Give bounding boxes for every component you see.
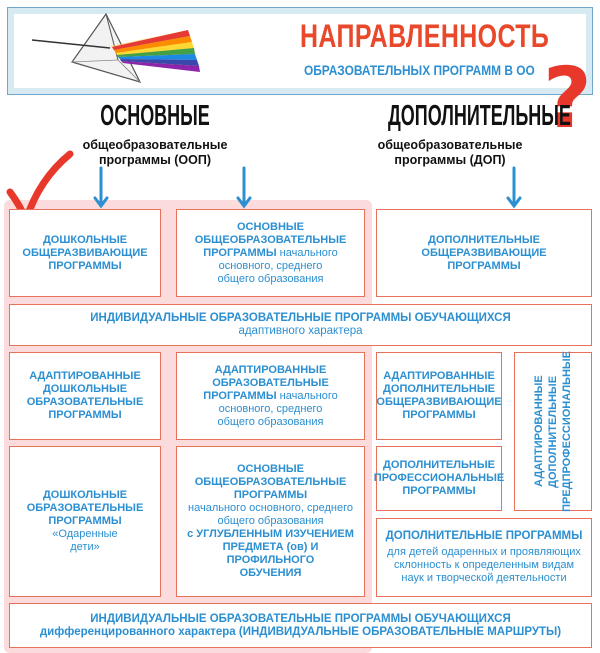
box-additional-professional: ДОПОЛНИТЕЛЬНЫЕ ПРОФЕССИОНАЛЬНЫЕ ПРОГРАММЫ [376, 446, 502, 511]
box-basic-general: ОСНОВНЫЕ ОБЩЕОБРАЗОВАТЕЛЬНЫЕ ПРОГРАММЫ начального основного, среднего общего образования [176, 209, 365, 297]
heading-additional-sub1: общеобразовательные [377, 138, 523, 152]
question-mark-icon: ? [543, 49, 592, 147]
box-individual-diff: ИНДИВИДУАЛЬНЫЕ ОБРАЗОВАТЕЛЬНЫЕ ПРОГРАММЫ ОБУЧАЮЩИХСЯ дифференцированного характера (ИНДИВИДУАЛЬНЫЕ ОБРАЗОВАТЕЛЬНЫЕ МАРШРУТЫ) [9, 603, 592, 648]
box-preschool-gifted: ДОШКОЛЬНЫЕ ОБРАЗОВАТЕЛЬНЫЕ ПРОГРАММЫ «Одаренные дети» [9, 446, 161, 597]
box-adapted-general: АДАПТИРОВАННЫЕ ОБРАЗОВАТЕЛЬНЫЕ ПРОГРАММЫ начального основного, среднего общего образования [176, 352, 365, 440]
heading-additional: ДОПОЛНИТЕЛЬНЫЕ [388, 100, 571, 132]
heading-additional-sub2: программы (ДОП) [394, 153, 506, 167]
page-title: НАПРАВЛЕННОСТЬ [300, 18, 550, 54]
heading-basic: ОСНОВНЫЕ [100, 100, 210, 132]
box-individual-adaptive: ИНДИВИДУАЛЬНЫЕ ОБРАЗОВАТЕЛЬНЫЕ ПРОГРАММЫ ОБУЧАЮЩИХСЯ адаптивного характера [9, 304, 592, 346]
box-additional-gifted: ДОПОЛНИТЕЛЬНЫЕ ПРОГРАММЫ для детей одаренных и проявляющих склонность к определенным видам наук и творческой деятельности [376, 518, 592, 597]
box-additional-dev: ДОПОЛНИТЕЛЬНЫЕ ОБЩЕРАЗВИВАЮЩИЕ ПРОГРАММЫ [376, 209, 592, 297]
box-adapted-preprofessional: АДАПТИРОВАННЫЕ ДОПОЛНИТЕЛЬНЫЕ ПРЕДПРОФЕССИОНАЛЬНЫЕ [514, 352, 592, 511]
box-adapted-additional: АДАПТИРОВАННЫЕ ДОПОЛНИТЕЛЬНЫЕ ОБЩЕРАЗВИВАЮЩИЕ ПРОГРАММЫ [376, 352, 502, 440]
page-subtitle: ОБРАЗОВАТЕЛЬНЫХ ПРОГРАММ В ОО [304, 62, 535, 78]
box-adapted-preschool: АДАПТИРОВАННЫЕ ДОШКОЛЬНЫЕ ОБРАЗОВАТЕЛЬНЫЕ ПРОГРАММЫ [9, 352, 161, 440]
arrows [0, 0, 600, 215]
box-preschool-general: ДОШКОЛЬНЫЕ ОБЩЕРАЗВИВАЮЩИЕ ПРОГРАММЫ [9, 209, 161, 297]
heading-basic-sub1: общеобразовательные [82, 138, 228, 152]
box-general-advanced: ОСНОВНЫЕ ОБЩЕОБРАЗОВАТЕЛЬНЫЕ ПРОГРАММЫ начального основного, среднего общего образования с УГЛУБЛЕННЫМ ИЗУЧЕНИЕМ ПРЕДМЕТА (ов) И ПРОФИЛЬНОГО ОБУЧЕНИЯ [176, 446, 365, 597]
heading-basic-sub2: программы (ООП) [98, 153, 211, 167]
